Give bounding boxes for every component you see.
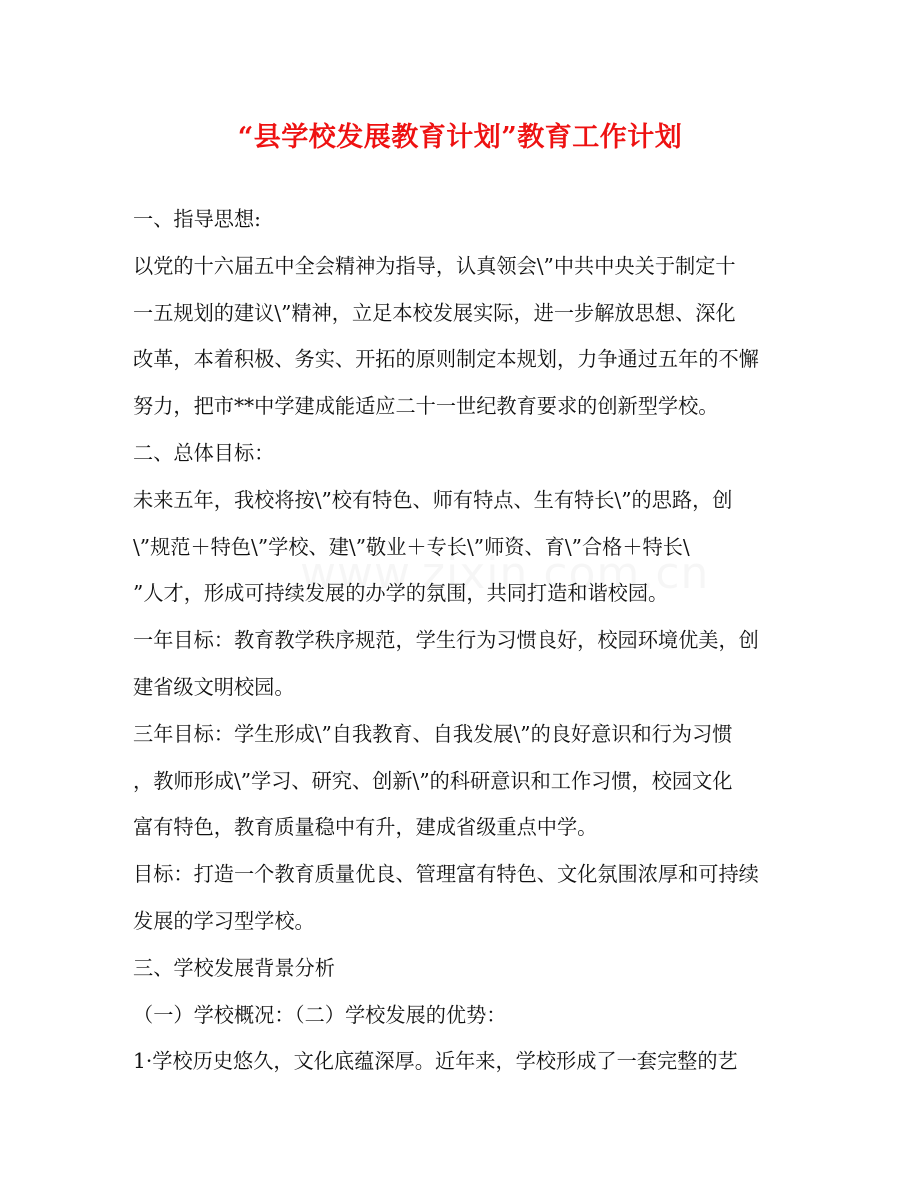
paragraph-line: 目标：打造一个教育质量优良、管理富有特色、文化氛围浓厚和可持续: [133, 862, 759, 887]
paragraph-line: ，教师形成\”学习、研究、创新\”的科研意识和工作习惯，校园文化: [133, 768, 733, 793]
paragraph-line: 未来五年，我校将按\”校有特色、师有特点、生有特长\”的思路，创: [133, 487, 733, 512]
paragraph-line: 1·学校历史悠久，文化底蕴深厚。近年来，学校形成了一套完整的艺: [133, 1049, 738, 1074]
paragraph-line: 一、指导思想:: [133, 207, 261, 231]
paragraph-line: 一五规划的建议\”精神，立足本校发展实际，进一步解放思想、深化: [133, 300, 736, 325]
paragraph-line: 富有特色，教育质量稳中有升，建成省级重点中学。: [133, 815, 598, 840]
paragraph-line: 三年目标：学生形成\”自我教育、自我发展\”的良好意识和行为习惯: [133, 721, 733, 746]
paragraph-line: 以党的十六届五中全会精神为指导，认真领会\”中共中央关于制定十: [133, 253, 736, 278]
paragraph-line: \”规范＋特色\”学校、建\”敬业＋专长\”师资、育\”合格＋特长\: [133, 534, 690, 559]
paragraph-line: 努力，把市**中学建成能适应二十一世纪教育要求的创新型学校。: [133, 394, 719, 419]
paragraph-line: 改革，本着积极、务实、开拓的原则制定本规划，力争通过五年的不懈: [133, 347, 759, 372]
paragraph-line: （一）学校概况：（二）学校发展的优势：: [133, 1002, 507, 1027]
paragraph-line: 建省级文明校园。: [133, 674, 295, 699]
paragraph-line: 三、学校发展背景分析: [133, 955, 335, 980]
document-body: [133, 196, 793, 1085]
document-title: “县学校发展教育计划”教育工作计划: [237, 122, 683, 153]
paragraph-line: 一年目标：教育教学秩序规范，学生行为习惯良好，校园环境优美，创: [133, 628, 759, 653]
paragraph-line: ”人才，形成可持续发展的办学的氛围，共同打造和谐校园。: [133, 581, 669, 606]
paragraph-line: 发展的学习型学校。: [133, 908, 315, 933]
paragraph-line: 二、总体目标：: [133, 440, 275, 465]
